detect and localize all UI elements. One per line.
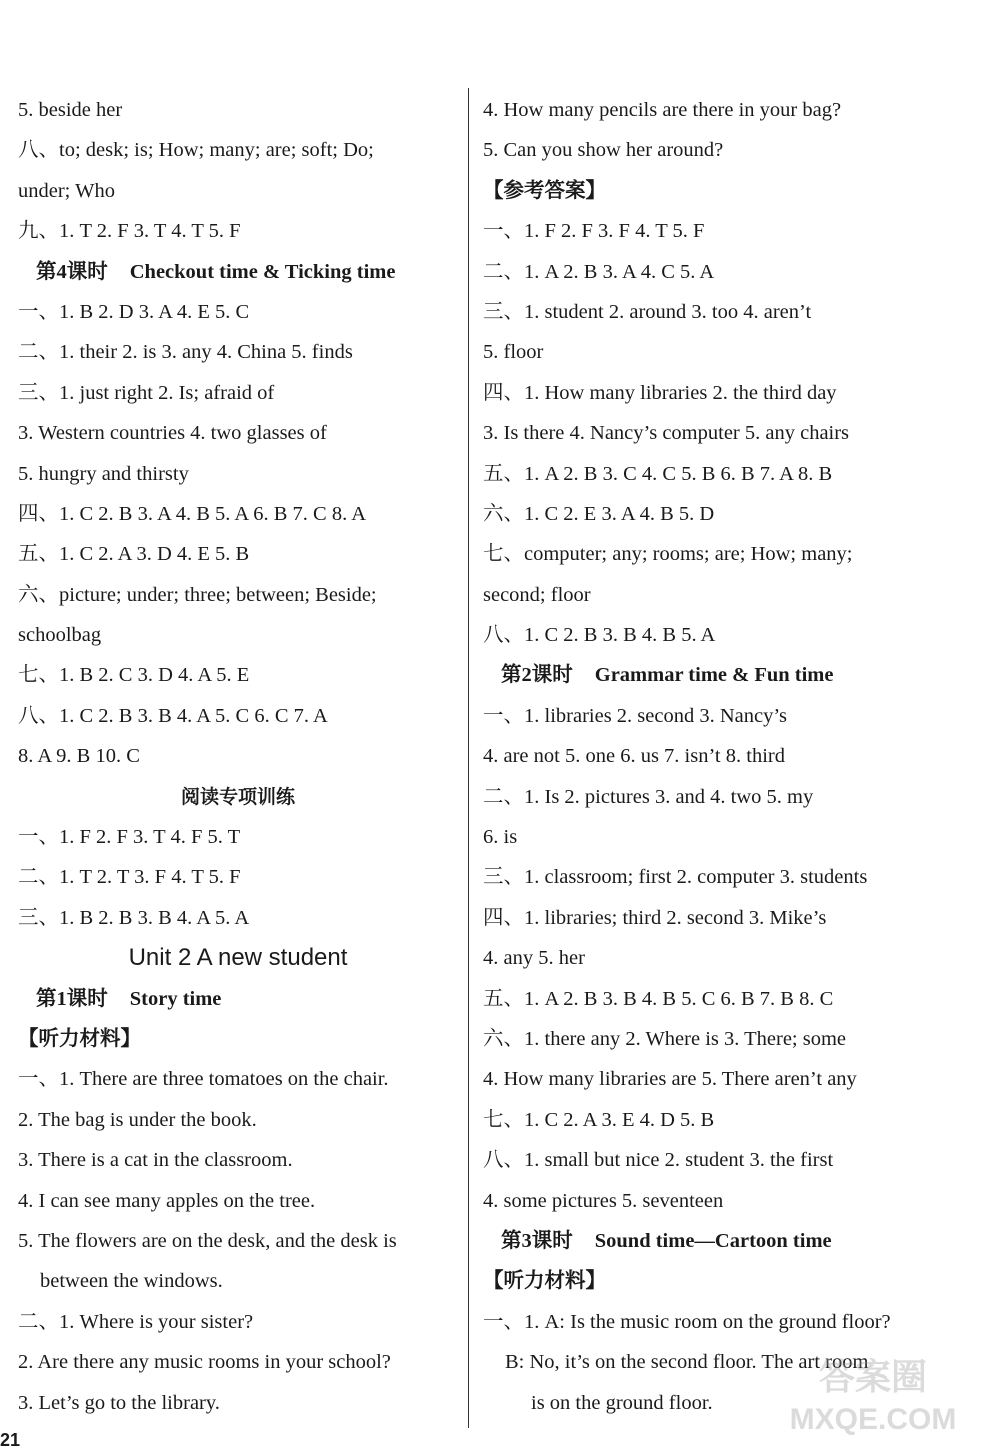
lesson-title: Story time xyxy=(129,987,222,1010)
answer-line: schoolbag xyxy=(18,624,102,647)
lesson-number: 第1课时 xyxy=(36,987,108,1010)
answer-line: second; floor xyxy=(483,583,591,606)
answer-line: 三、1. B 2. B 3. B 4. A 5. A xyxy=(18,906,250,929)
answer-line: 五、1. C 2. A 3. D 4. E 5. B xyxy=(18,543,250,566)
answer-line: 二、1. their 2. is 3. any 4. China 5. finds xyxy=(18,341,353,364)
lesson-title: Grammar time & Fun time xyxy=(594,664,834,687)
lesson-title: Checkout time & Ticking time xyxy=(129,260,396,283)
answer-line: 八、1. small but nice 2. student 3. the first xyxy=(483,1149,834,1172)
answer-line: 六、1. there any 2. Where is 3. There; some xyxy=(483,1027,847,1050)
answer-line: 二、1. Where is your sister? xyxy=(18,1310,254,1333)
lesson-title: Sound time—Cartoon time xyxy=(594,1229,832,1252)
answer-line: 七、1. C 2. A 3. E 4. D 5. B xyxy=(483,1108,715,1131)
answer-line: 2. Are there any music rooms in your school? xyxy=(18,1351,391,1374)
section-label: 【听力材料】 xyxy=(483,1270,606,1293)
answer-line: 4. How many libraries are 5. There aren’t any xyxy=(483,1068,857,1091)
answer-line: 2. The bag is under the book. xyxy=(18,1108,257,1131)
section-label: 【听力材料】 xyxy=(18,1027,141,1050)
answer-line: 3. Is there 4. Nancy’s computer 5. any chairs xyxy=(483,422,850,445)
answer-line: B: No, it’s on the second floor. The art room xyxy=(505,1351,869,1374)
lesson-number: 第4课时 xyxy=(36,260,108,283)
answer-line: 5. The flowers are on the desk, and the desk is xyxy=(18,1229,397,1252)
column-divider xyxy=(468,88,469,1428)
answer-line: 一、1. A: Is the music room on the ground floor? xyxy=(483,1310,891,1333)
answer-line: 5. beside her xyxy=(18,99,123,121)
lesson-number: 第2课时 xyxy=(501,664,573,687)
answer-line: 一、1. There are three tomatoes on the chair. xyxy=(18,1068,389,1091)
lesson-heading xyxy=(18,252,458,292)
answer-line: 3. Western countries 4. two glasses of xyxy=(18,422,327,445)
answer-line: 5. Can you show her around? xyxy=(483,139,724,162)
answer-line: 5. hungry and thirsty xyxy=(18,462,189,485)
watermark-logo xyxy=(761,1349,986,1439)
answer-line: 七、1. B 2. C 3. D 4. A 5. E xyxy=(18,664,250,687)
answer-line: 一、1. F 2. F 3. F 4. T 5. F xyxy=(483,220,705,243)
lesson-number: 第3课时 xyxy=(501,1229,573,1252)
answer-line: between the windows. xyxy=(40,1270,223,1293)
answer-line: 三、1. student 2. around 3. too 4. aren’t xyxy=(483,300,812,323)
answer-line: 三、1. classroom; first 2. computer 3. students xyxy=(483,866,868,889)
lesson-heading xyxy=(483,655,983,695)
answer-line: 一、1. F 2. F 3. T 4. F 5. T xyxy=(18,826,241,849)
left-column xyxy=(18,90,458,1423)
answer-line: 3. Let’s go to the library. xyxy=(18,1391,220,1414)
answer-line: 一、1. B 2. D 3. A 4. E 5. C xyxy=(18,300,250,323)
watermark-line2: MXQE.COM xyxy=(789,1403,957,1436)
answer-line: 四、1. C 2. B 3. A 4. B 5. A 6. B 7. C 8. A xyxy=(18,502,366,525)
answer-line: 四、1. How many libraries 2. the third day xyxy=(483,381,837,404)
answer-line: 四、1. libraries; third 2. second 3. Mike’s xyxy=(483,906,827,929)
answer-line: 8. A 9. B 10. C xyxy=(18,745,140,768)
answer-line: 二、1. Is 2. pictures 3. and 4. two 5. my xyxy=(483,785,814,808)
page-number: 21 xyxy=(0,1430,21,1450)
answer-line: 二、1. T 2. T 3. F 4. T 5. F xyxy=(18,866,241,889)
answer-line: 3. There is a cat in the classroom. xyxy=(18,1149,293,1172)
unit-heading: Unit 2 A new student xyxy=(128,944,348,972)
answer-line: 二、1. A 2. B 3. A 4. C 5. A xyxy=(483,260,715,283)
answer-line: 4. are not 5. one 6. us 7. isn’t 8. third xyxy=(483,745,785,768)
answer-line: 5. floor xyxy=(483,341,544,364)
answer-line: 五、1. A 2. B 3. C 4. C 5. B 6. B 7. A 8. B xyxy=(483,462,833,485)
answer-line: 八、1. C 2. B 3. B 4. B 5. A xyxy=(483,624,716,647)
answer-line: 七、computer; any; rooms; are; How; many; xyxy=(483,543,853,566)
right-column xyxy=(483,90,983,1423)
answer-line: 八、1. C 2. B 3. B 4. A 5. C 6. C 7. A xyxy=(18,704,328,727)
answer-line: 4. any 5. her xyxy=(483,947,585,970)
answer-line: 6. is xyxy=(483,826,518,849)
answer-line: 六、1. C 2. E 3. A 4. B 5. D xyxy=(483,502,715,525)
answer-line: 八、to; desk; is; How; many; are; soft; Do; xyxy=(18,139,374,162)
answer-line: 六、picture; under; three; between; Beside; xyxy=(18,583,377,606)
answer-line: is on the ground floor. xyxy=(531,1391,713,1414)
section-heading: 阅读专项训练 xyxy=(180,785,295,808)
answer-line: 4. some pictures 5. seventeen xyxy=(483,1189,724,1212)
lesson-heading xyxy=(18,979,458,1019)
answer-line: 4. How many pencils are there in your bag? xyxy=(483,99,842,121)
answer-line: 五、1. A 2. B 3. B 4. B 5. C 6. B 7. B 8. C xyxy=(483,987,834,1010)
section-label: 【参考答案】 xyxy=(483,179,606,202)
answer-line: 九、1. T 2. F 3. T 4. T 5. F xyxy=(18,220,241,243)
answer-line: under; Who xyxy=(18,179,115,202)
lesson-heading xyxy=(483,1221,983,1261)
watermark-line1: 答案圈 xyxy=(818,1356,928,1397)
answer-line: 三、1. just right 2. Is; afraid of xyxy=(18,381,275,404)
answer-line: 一、1. libraries 2. second 3. Nancy’s xyxy=(483,704,788,727)
answer-line: 4. I can see many apples on the tree. xyxy=(18,1189,316,1212)
